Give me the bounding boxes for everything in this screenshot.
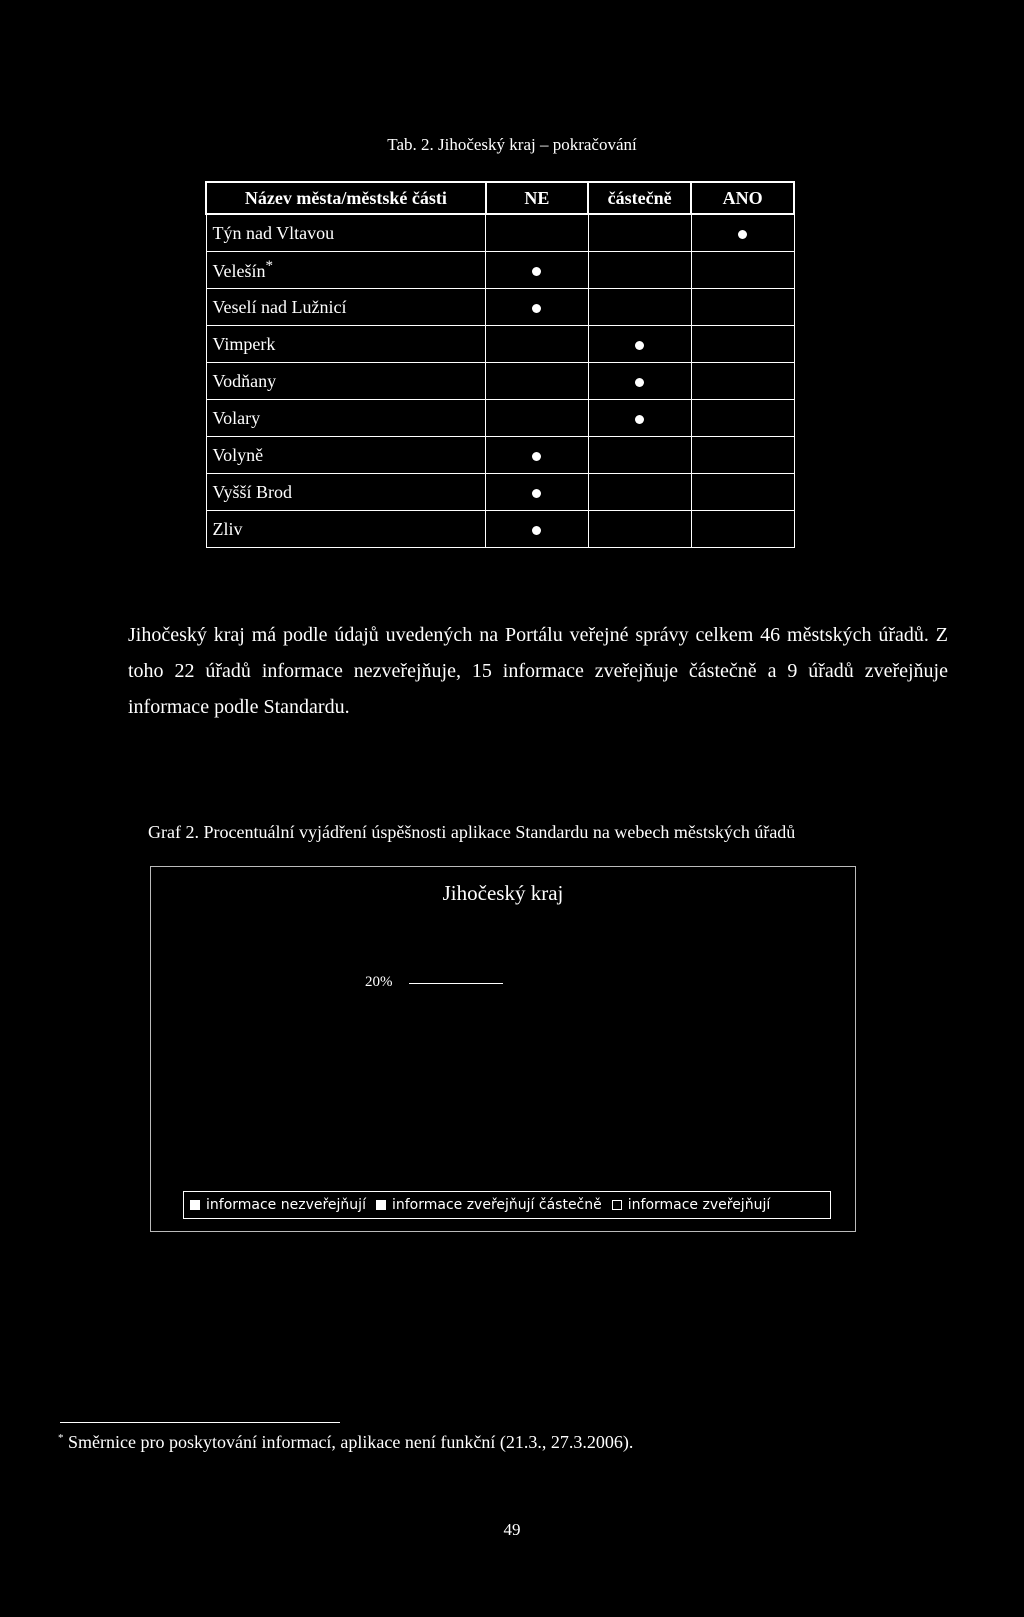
mark-cell — [486, 289, 588, 326]
legend-item-castecne — [376, 1197, 602, 1213]
city-name-cell — [206, 437, 486, 474]
city-name: Zliv — [212, 518, 243, 539]
footnote-mark: * — [58, 1432, 64, 1444]
chart-title: Jihočeský kraj — [442, 881, 564, 905]
mark-cell — [486, 437, 588, 474]
legend-swatch-filled-icon — [376, 1200, 386, 1210]
summary-paragraph: Jihočeský kraj má podle údajů uvedených na Portálu veřejné správy celkem 46 městských úřadů. Z toho 22 úřadů informace nezveřejňuje, 15 informace zveřejňuje částečně a 9 úřadů zveřejňuje informace podle Standardu. — [128, 624, 948, 718]
city-name-cell — [206, 214, 486, 252]
mark-cell — [486, 252, 588, 289]
legend-label: informace zveřejňují — [627, 1197, 771, 1213]
table-row — [206, 437, 794, 474]
mark-cell — [588, 252, 691, 289]
bullet-icon — [532, 267, 541, 276]
table-body — [206, 214, 794, 548]
mark-cell — [588, 400, 691, 437]
city-name-cell — [206, 252, 486, 289]
table-row — [206, 363, 794, 400]
bullet-icon — [532, 304, 541, 313]
city-name-cell — [206, 363, 486, 400]
footnote — [58, 1432, 633, 1453]
mark-cell — [691, 400, 794, 437]
legend-item-zverejnuji — [612, 1197, 770, 1213]
table-row — [206, 326, 794, 363]
legend-item-nezverejnuji — [190, 1197, 366, 1213]
table-row — [206, 289, 794, 326]
city-name-cell — [206, 400, 486, 437]
mark-cell — [486, 400, 588, 437]
chart-legend — [183, 1191, 831, 1219]
table-row — [206, 474, 794, 511]
mark-cell — [691, 214, 794, 252]
city-name: Volary — [212, 407, 261, 428]
city-name: Vodňany — [212, 370, 277, 391]
mark-cell — [691, 511, 794, 548]
mark-cell — [691, 252, 794, 289]
city-name: Vimperk — [212, 333, 276, 354]
bullet-icon — [635, 415, 644, 424]
mark-cell — [588, 289, 691, 326]
city-name: Týn nad Vltavou — [212, 222, 335, 243]
mark-cell — [691, 437, 794, 474]
bullet-icon — [738, 230, 747, 239]
mark-cell — [486, 474, 588, 511]
city-name: Velešín — [212, 261, 266, 281]
bullet-icon — [532, 452, 541, 461]
table-row — [206, 400, 794, 437]
legend-swatch-hollow-icon — [612, 1200, 622, 1210]
mark-cell — [691, 289, 794, 326]
city-name: Volyně — [212, 444, 264, 465]
pie-chart — [150, 866, 856, 1232]
city-name-cell — [206, 511, 486, 548]
legend-label: informace zveřejňují částečně — [391, 1197, 602, 1213]
city-name: Vyšší Brod — [212, 481, 293, 502]
footnote-text: Směrnice pro poskytování informací, aplikace není funkční (21.3., 27.3.2006). — [68, 1432, 634, 1452]
mark-cell — [588, 326, 691, 363]
mark-cell — [588, 511, 691, 548]
legend-swatch-filled-icon — [190, 1200, 200, 1210]
mark-cell — [486, 214, 588, 252]
mark-cell — [486, 363, 588, 400]
city-name-cell — [206, 289, 486, 326]
mark-cell — [486, 326, 588, 363]
cities-table — [205, 181, 795, 548]
legend-label: informace nezveřejňují — [206, 1197, 366, 1213]
bullet-icon — [635, 378, 644, 387]
bullet-icon — [532, 526, 541, 535]
table-row — [206, 511, 794, 548]
table-row — [206, 214, 794, 252]
page-number: 49 — [503, 1520, 521, 1539]
mark-cell — [691, 326, 794, 363]
mark-cell — [691, 363, 794, 400]
mark-cell — [588, 363, 691, 400]
header-ano: ANO — [691, 182, 794, 214]
table-caption: Tab. 2. Jihočeský kraj – pokračování — [387, 135, 637, 154]
header-name: Název města/městské části — [206, 182, 486, 214]
bullet-icon — [635, 341, 644, 350]
mark-cell — [691, 474, 794, 511]
footnote-ref: * — [265, 258, 273, 274]
header-castecne: částečně — [588, 182, 691, 214]
city-name-cell — [206, 326, 486, 363]
table-row — [206, 252, 794, 289]
footnote-separator — [60, 1422, 340, 1423]
mark-cell — [486, 511, 588, 548]
mark-cell — [588, 474, 691, 511]
slice-leader-line — [409, 983, 503, 984]
table-header-row — [206, 182, 794, 214]
slice-label: 20% — [365, 974, 393, 990]
header-ne: NE — [486, 182, 588, 214]
mark-cell — [588, 437, 691, 474]
city-name-cell — [206, 474, 486, 511]
mark-cell — [588, 214, 691, 252]
graph-caption: Graf 2. Procentuální vyjádření úspěšnosti aplikace Standardu na webech městských úřadů — [148, 822, 796, 842]
city-name: Veselí nad Lužnicí — [212, 296, 347, 317]
bullet-icon — [532, 489, 541, 498]
